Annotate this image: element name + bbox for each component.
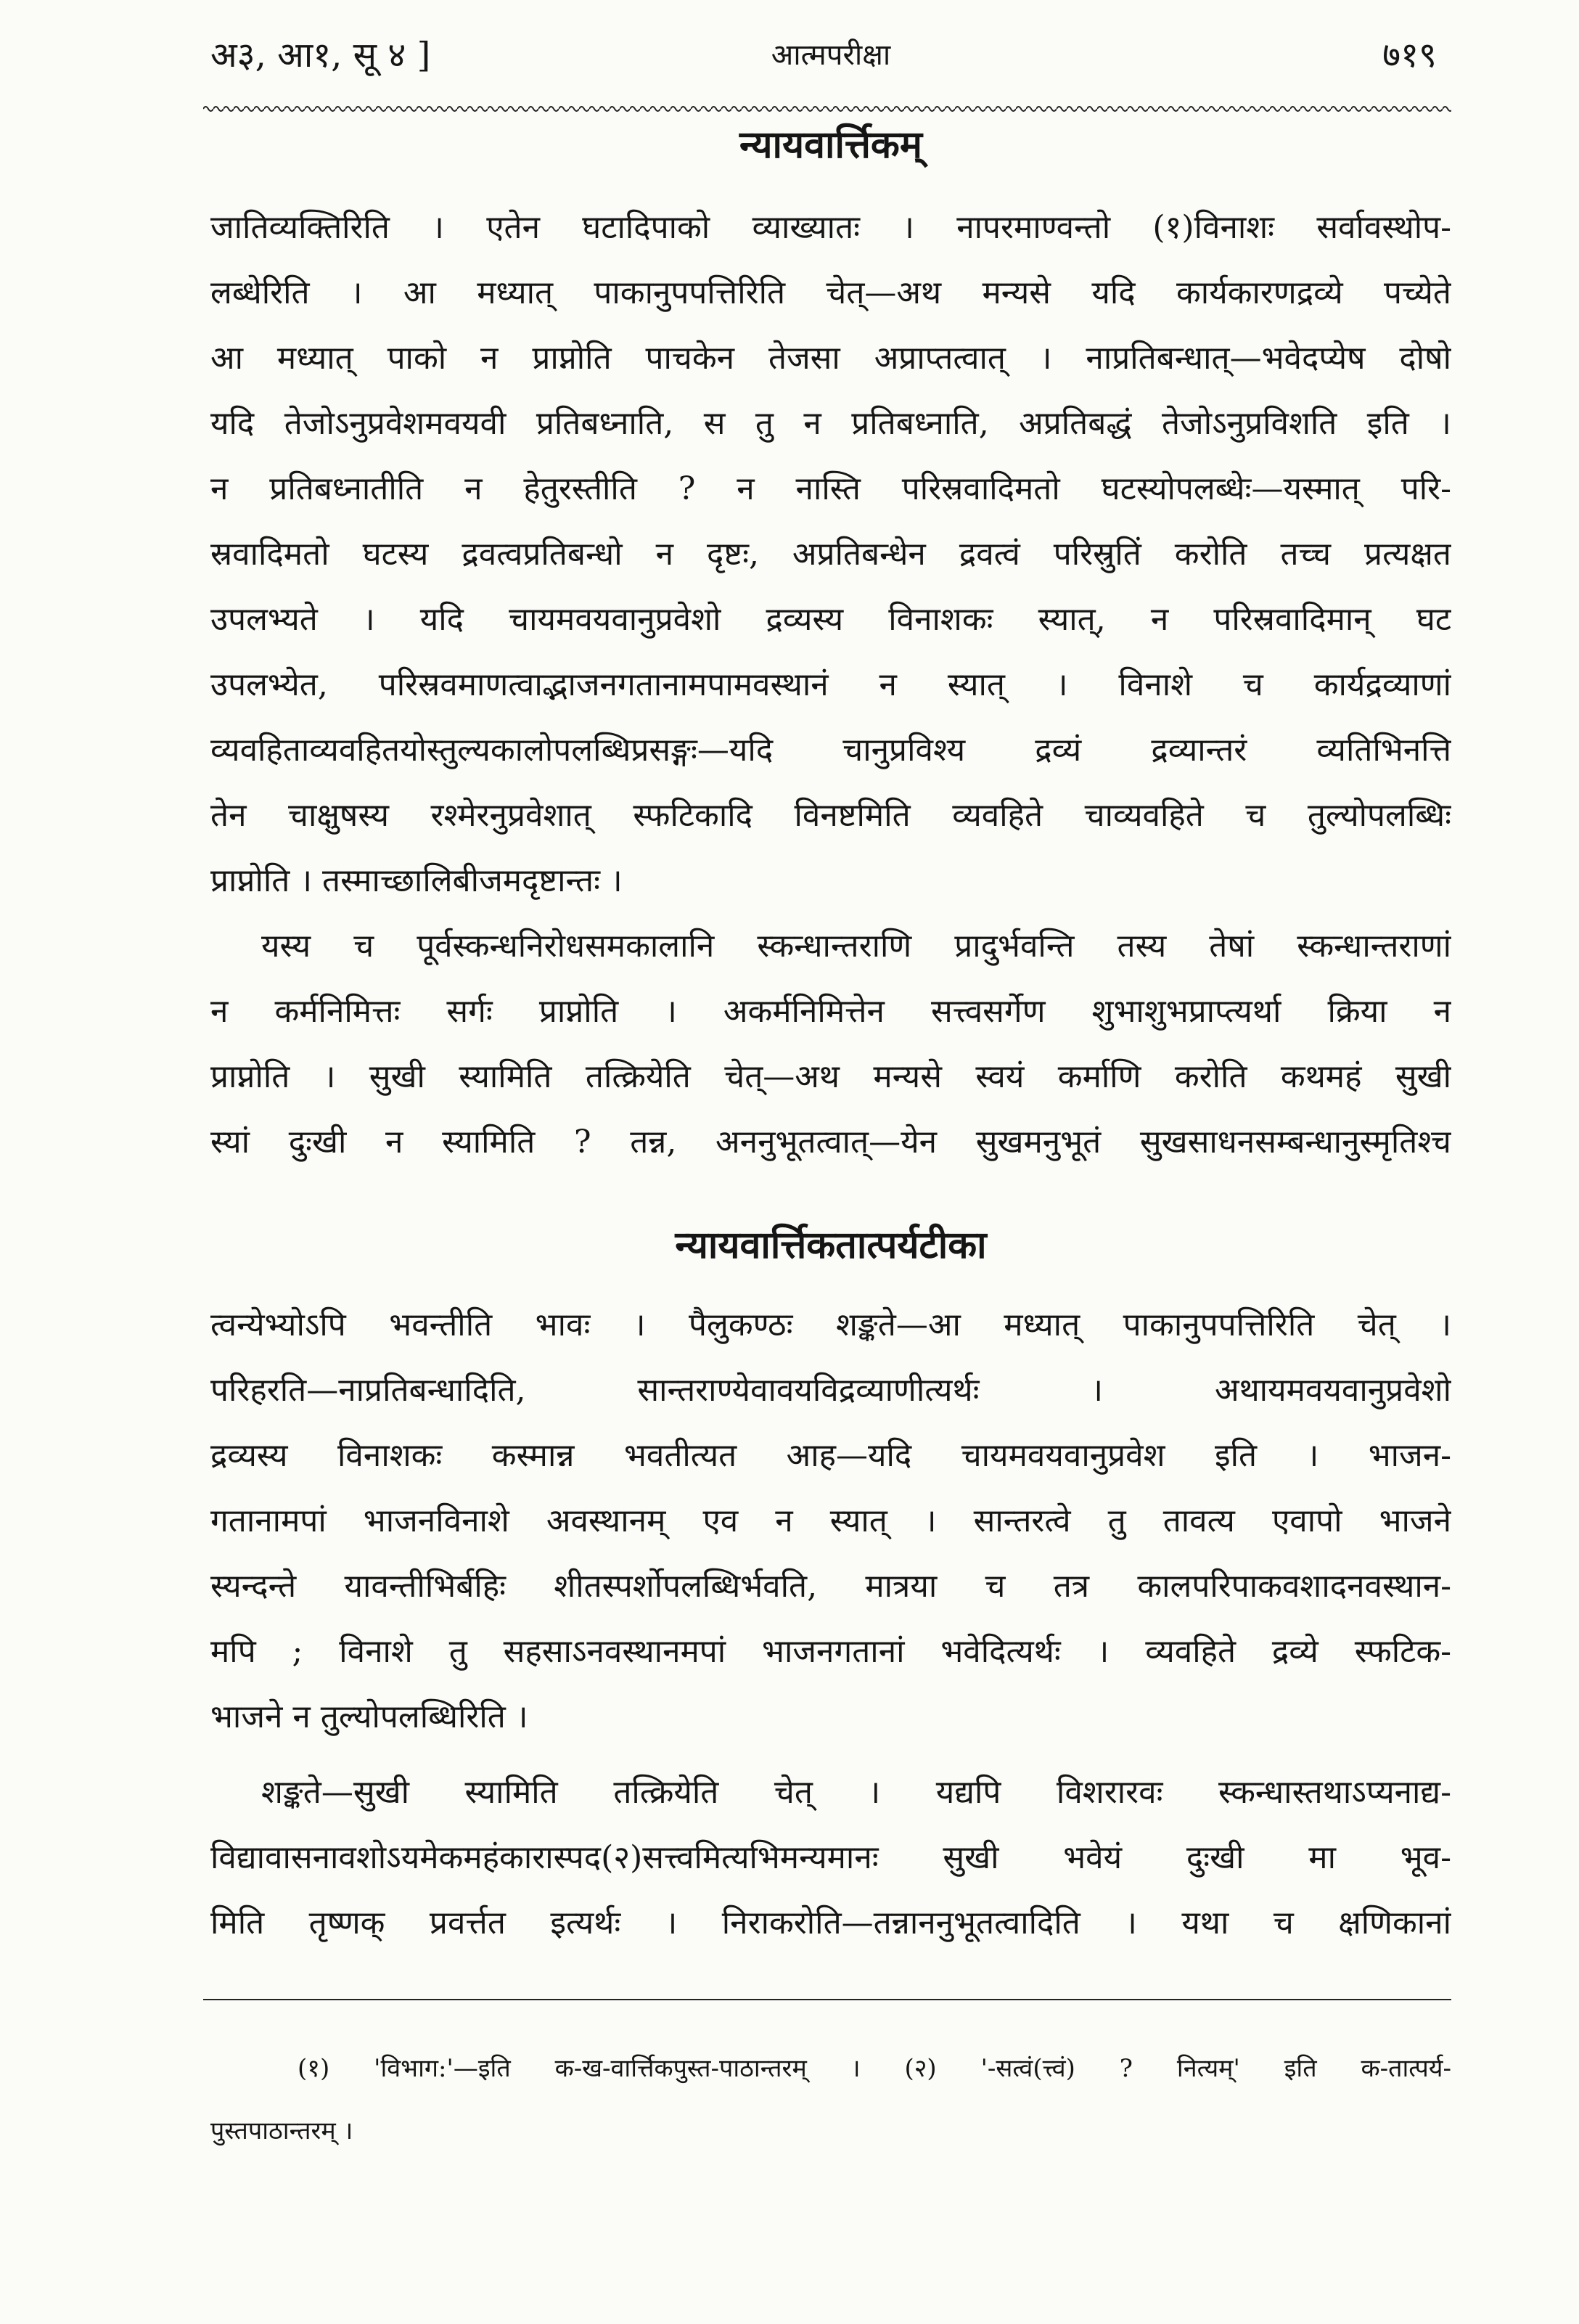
tika-line: त्वन्येभ्योऽपि भवन्तीति भावः । पैलुकण्ठः शङ्कते—आ मध्यात् पाकानुपपत्तिरिति चेत् । (210, 1306, 1451, 1343)
vartika-line: उपलभ्यते । यदि चायमवयवानुप्रवेशो द्रव्यस्य विनाशकः स्यात्, न परिस्रवादिमान् घट (210, 601, 1451, 638)
running-title: आत्मपरीक्षा (771, 38, 891, 72)
vartika-line: न प्रतिबध्नातीति न हेतुरस्तीति ? न नास्ति परिस्रवादिमतो घटस्योपलब्धेः—यस्मात् परि- (210, 470, 1451, 507)
vartika-line: प्राप्नोति । तस्माच्छालिबीजमदृष्टान्तः । (210, 862, 623, 899)
page-number: ७१९ (1382, 35, 1437, 75)
tika-line: द्रव्यस्य विनाशकः कस्मान्न भवतीत्यत आह—यदि चायमवयवानुप्रवेश इति । भाजन- (210, 1437, 1451, 1474)
vartika-line: व्यवहिताव्यवहितयोस्तुल्यकालोपलब्धिप्रसङ्गः—यदि चानुप्रविश्य द्रव्यं द्रव्यान्तरं व्यतिभिनत्ति (210, 732, 1451, 769)
tika-heading: न्यायवार्त्तिकतात्पर्यटीका (675, 1223, 987, 1267)
footnote-line: पुस्तपाठान्तरम् । (210, 2116, 353, 2145)
vartika-paragraph (210, 195, 1451, 914)
tika-line: गतानामपां भाजनविनाशे अवस्थानम् एव न स्यात् । सान्तरत्वे तु तावत्य एवापो भाजने (210, 1502, 1451, 1539)
tika-paragraph (210, 1293, 1451, 1750)
wavy-rule (203, 102, 1451, 116)
vartika-line: स्यां दुःखी न स्यामिति ? तन्न, अननुभूतत्वात्—येन सुखमनुभूतं सुखसाधनसम्बन्धानुस्मृतिश्च (210, 1124, 1451, 1161)
running-head (210, 32, 1451, 78)
tika-line: विद्यावासनावशोऽयमेकमहंकारास्पद(२)सत्त्वमित्यभिमन्यमानः सुखी भवेयं दुःखी मा भूव- (210, 1839, 1451, 1876)
vartika-line: उपलभ्येत, परिस्रवमाणत्वाद्भाजनगतानामपामवस्थानं न स्यात् । विनाशे च कार्यद्रव्याणां (210, 666, 1451, 703)
vartika-paragraph (210, 914, 1451, 1175)
vartika-line: लब्धेरिति । आ मध्यात् पाकानुपपत्तिरिति चेत्—अथ मन्यसे यदि कार्यकारणद्रव्ये पच्येते (210, 274, 1451, 311)
vartika-line: यदि तेजोऽनुप्रवेशमवयवी प्रतिबध्नाति, स तु न प्रतिबध्नाति, अप्रतिबद्धं तेजोऽनुप्रविशति इति । (210, 405, 1451, 442)
tika-line: स्यन्दन्ते यावन्तीभिर्बहिः शीतस्पर्शोपलब्धिर्भवति, मात्रया च तत्र कालपरिपाकवशादनवस्थान- (210, 1568, 1451, 1605)
tika-line: मपि ; विनाशे तु सहसाऽनवस्थानमपां भाजनगतानां भवेदित्यर्थः । व्यवहिते द्रव्ये स्फटिक- (210, 1633, 1451, 1670)
tika-line: मिति तृष्णक् प्रवर्त्तत इत्यर्थः । निराकरोति—तन्नाननुभूतत्वादिति । यथा च क्षणिकानां (210, 1904, 1451, 1942)
tika-line: भाजने न तुल्योपलब्धिरिति । (210, 1698, 528, 1735)
vartika-line: प्राप्नोति । सुखी स्यामिति तत्क्रियेति चेत्—अथ मन्यसे स्वयं कर्माणि करोति कथमहं सुखी (210, 1058, 1451, 1095)
tika-line: शङ्कते—सुखी स्यामिति तत्क्रियेति चेत् । यद्यपि विशरारवः स्कन्धास्तथाऽप्यनाद्य- (261, 1774, 1451, 1811)
vartika-line: यस्य च पूर्वस्कन्धनिरोधसमकालानि स्कन्धान्तराणि प्रादुर्भवन्ति तस्य तेषां स्कन्धान्तराणां (261, 928, 1451, 965)
section-reference: अ३, आ१, सू ४ ] (210, 35, 431, 75)
footnote-line: (१) 'विभाग:'—इति क-ख-वार्त्तिकपुस्त-पाठान्तरम् । (२) '-सत्वं(त्त्वं) ? नित्यम्' इति क-तात्पर्य- (298, 2054, 1451, 2083)
vartika-line: जातिव्यक्तिरिति । एतेन घटादिपाको व्याख्यातः । नापरमाण्वन्तो (१)विनाशः सर्वावस्थोप- (210, 209, 1451, 246)
vartika-line: स्रवादिमतो घटस्य द्रवत्वप्रतिबन्धो न दृष्टः, अप्रतिबन्धेन द्रवत्वं परिस्रुतिं करोति तच्च प्रत्यक्षत (210, 536, 1451, 573)
footnote-rule (203, 1999, 1451, 2000)
vartika-line: तेन चाक्षुषस्य रश्मेरनुप्रवेशात् स्फटिकादि विनष्टमिति व्यवहिते चाव्यवहिते च तुल्योपलब्धिः (210, 797, 1451, 834)
vartika-line: न कर्मनिमित्तः सर्गः प्राप्नोति । अकर्मनिमित्तेन सत्त्वसर्गेण शुभाशुभप्राप्त्यर्था क्रिया न (210, 993, 1451, 1030)
vartika-heading: न्यायवार्त्तिकम् (739, 123, 922, 167)
tika-line: परिहरति—नाप्रतिबन्धादिति, सान्तराण्येवावयविद्रव्याणीत्यर्थः । अथायमवयवानुप्रवेशो (210, 1372, 1451, 1409)
tika-paragraph (210, 1760, 1451, 1956)
vartika-line: आ मध्यात् पाको न प्राप्नोति पाचकेन तेजसा अप्राप्तत्वात् । नाप्रतिबन्धात्—भवेदप्येष दोषो (210, 340, 1451, 377)
footnotes (210, 2037, 1451, 2162)
